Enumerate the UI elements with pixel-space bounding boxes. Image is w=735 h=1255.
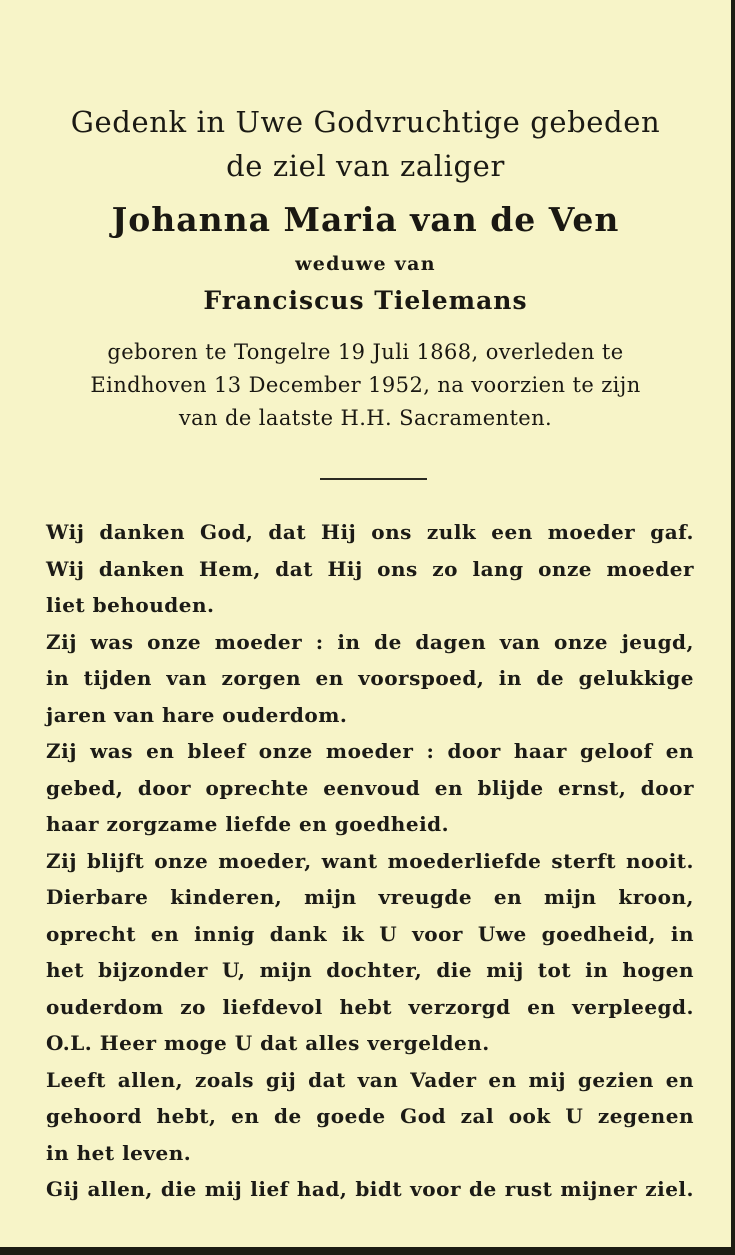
memorial-text-line: Wij danken Hem, dat Hij ons zo lang onze moeder (46, 556, 694, 581)
intro-line: Gedenk in Uwe Godvruchtige gebeden (70, 105, 661, 139)
memorial-text-line: gebed, door oprechte eenvoud en blijde ernst, door (46, 775, 694, 800)
life-dates-line: geboren te Tongelre 19 Juli 1868, overleden te (107, 340, 624, 364)
spouse-name: Franciscus Tielemans (203, 286, 528, 315)
memorial-text-line: Wij danken God, dat Hij ons zulk een moeder gaf. (46, 520, 694, 544)
memorial-text-line: gehoord hebt, en de goede God zal ook U zegenen (46, 1104, 694, 1128)
life-dates (41, 336, 691, 435)
memorial-text-line: het bijzonder U, mijn dochter, die mij tot in hogen (46, 958, 694, 982)
memorial-text (46, 514, 694, 1208)
memorial-text-line: Dierbare kinderen, mijn vreugde en mijn kroon, (46, 885, 694, 909)
life-dates-line: Eindhoven 13 December 1952, na voorzien te zijn (90, 373, 641, 397)
memorial-text-line: oprecht en innig dank ik U voor Uwe goedheid, in (46, 921, 694, 946)
memorial-text-line: liet behouden. (46, 593, 215, 617)
memorial-text-line: in het leven. (46, 1140, 192, 1165)
intro-line: de ziel van zaliger (226, 149, 505, 183)
memorial-text-line: ouderdom zo liefdevol hebt verzorgd en verpleegd. (46, 994, 694, 1019)
memorial-text-line: Zij was onze moeder : in de dagen van onze jeugd, (46, 629, 694, 654)
memorial-text-line: O.L. Heer moge U dat alles vergelden. (46, 1031, 490, 1055)
life-dates-line: van de laatste H.H. Sacramenten. (178, 406, 553, 430)
memorial-text-line: in tijden van zorgen en voorspoed, in de gelukkige (46, 666, 694, 690)
divider (320, 478, 427, 480)
memorial-text-line: jaren van hare ouderdom. (46, 702, 348, 727)
memorial-text-line: Zij was en bleef onze moeder : door haar geloof en (46, 739, 694, 763)
memorial-text-line: Gij allen, die mij lief had, bidt voor de rust mijner ziel. (46, 1177, 694, 1201)
widow-of-label: weduwe van (295, 253, 436, 275)
memorial-text-line: Zij blijft onze moeder, want moederliefde sterft nooit. (46, 848, 694, 873)
card-header (0, 100, 731, 435)
deceased-name: Johanna Maria van de Ven (111, 200, 620, 239)
memorial-text-line: Leeft allen, zoals gij dat van Vader en mij gezien en (46, 1067, 694, 1092)
memorial-text-line: haar zorgzame liefde en goedheid. (46, 812, 450, 836)
